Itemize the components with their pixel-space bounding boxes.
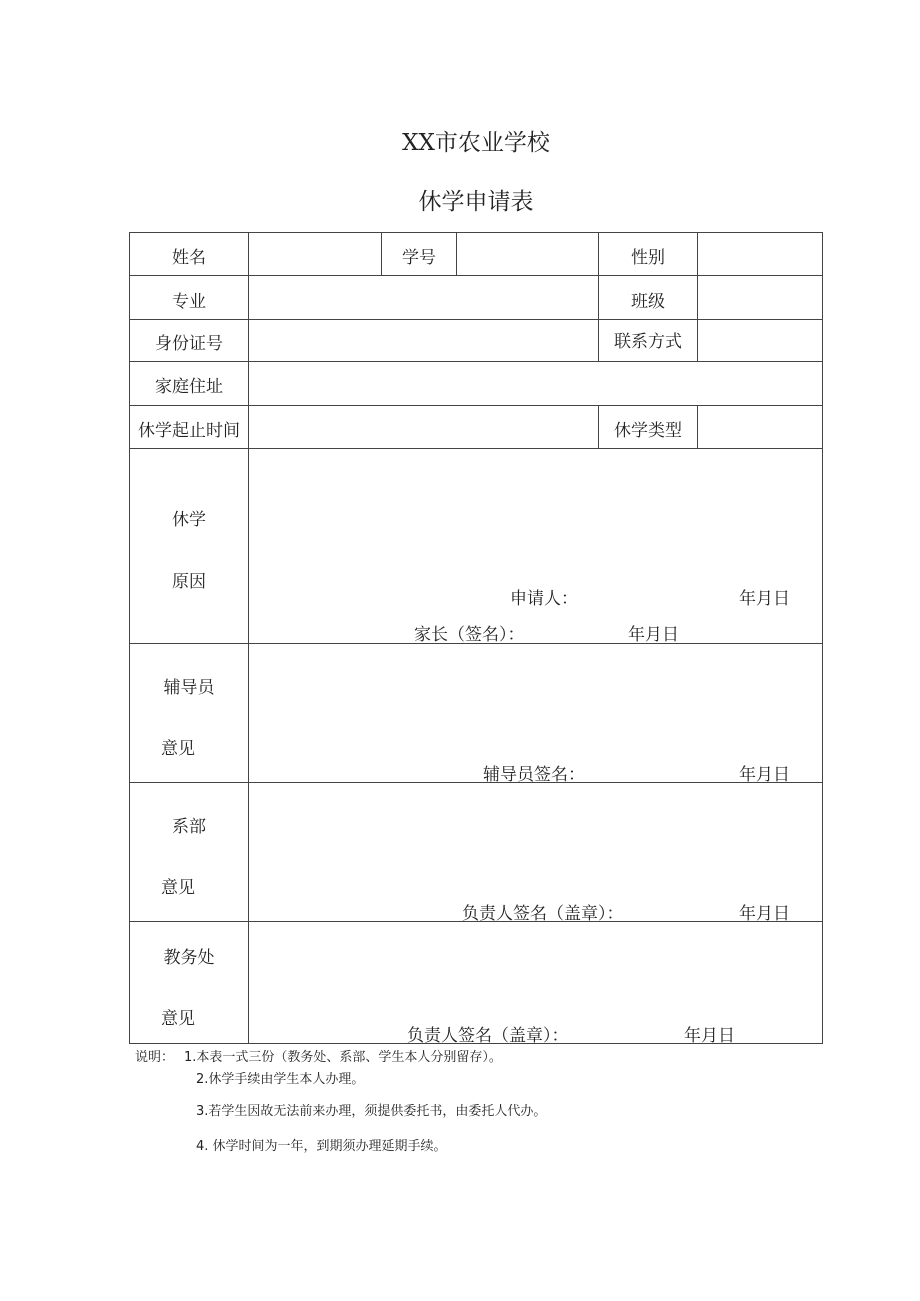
note-item: 4. 休学时间为一年，到期须办理延期手续。	[196, 1139, 447, 1154]
form-title: 休学申请表	[418, 189, 534, 215]
school-name: XX市农业学校	[402, 130, 550, 156]
major-field[interactable]	[249, 276, 598, 319]
reason-label-line1: 休学	[172, 510, 206, 530]
applicant-signature-label: 申请人：	[510, 589, 578, 609]
applicant-date: 年月日	[739, 589, 790, 609]
academic-affairs-date: 年月日	[684, 1026, 735, 1046]
department-date: 年月日	[739, 904, 790, 924]
counselor-date: 年月日	[739, 765, 790, 785]
counselor-signature-label: 辅导员签名：	[483, 765, 585, 785]
label-class: 班级	[631, 292, 665, 312]
table-right-border	[822, 232, 823, 1044]
label-name: 姓名	[172, 248, 206, 268]
academic-affairs-label-line1: 教务处	[163, 948, 215, 968]
id-number-field[interactable]	[249, 320, 598, 361]
label-major: 专业	[172, 292, 206, 312]
note-item: 2.休学手续由学生本人办理。	[196, 1072, 365, 1087]
label-student-id: 学号	[402, 248, 436, 268]
academic-affairs-signature-label: 负责人签名（盖章）：	[407, 1026, 569, 1046]
counselor-label-line2: 意见	[161, 739, 195, 759]
notes-prefix: 说明：	[135, 1050, 175, 1065]
reason-field[interactable]	[249, 449, 822, 574]
name-field[interactable]	[249, 233, 381, 275]
leave-type-field[interactable]	[698, 406, 822, 448]
reason-label-line2: 原因	[172, 572, 206, 592]
counselor-label-line1: 辅导员	[163, 678, 215, 698]
leave-period-field[interactable]	[249, 406, 598, 448]
contact-field[interactable]	[698, 320, 822, 361]
counselor-opinion-field[interactable]	[249, 644, 822, 754]
label-gender: 性别	[631, 248, 665, 268]
home-address-field[interactable]	[249, 362, 822, 405]
academic-affairs-opinion-field[interactable]	[249, 922, 822, 1017]
department-label-line2: 意见	[161, 878, 195, 898]
parent-signature-label: 家长（签名）：	[414, 625, 525, 645]
parent-date: 年月日	[628, 625, 679, 645]
note-item: 3.若学生因故无法前来办理，须提供委托书，由委托人代办。	[196, 1104, 547, 1119]
label-leave-type: 休学类型	[614, 421, 682, 441]
gender-field[interactable]	[698, 233, 822, 275]
label-leave-period: 休学起止时间	[138, 421, 240, 441]
student-id-field[interactable]	[457, 233, 598, 275]
label-id-number: 身份证号	[155, 334, 223, 354]
label-contact: 联系方式	[614, 332, 682, 352]
department-opinion-field[interactable]	[249, 783, 822, 893]
note-item: 1.本表一式三份（教务处、系部、学生本人分别留存）。	[184, 1050, 502, 1065]
label-home-address: 家庭住址	[155, 377, 223, 397]
department-signature-label: 负责人签名（盖章）：	[462, 904, 624, 924]
class-field[interactable]	[698, 276, 822, 319]
academic-affairs-label-line2: 意见	[161, 1009, 195, 1029]
department-label-line1: 系部	[172, 817, 206, 837]
